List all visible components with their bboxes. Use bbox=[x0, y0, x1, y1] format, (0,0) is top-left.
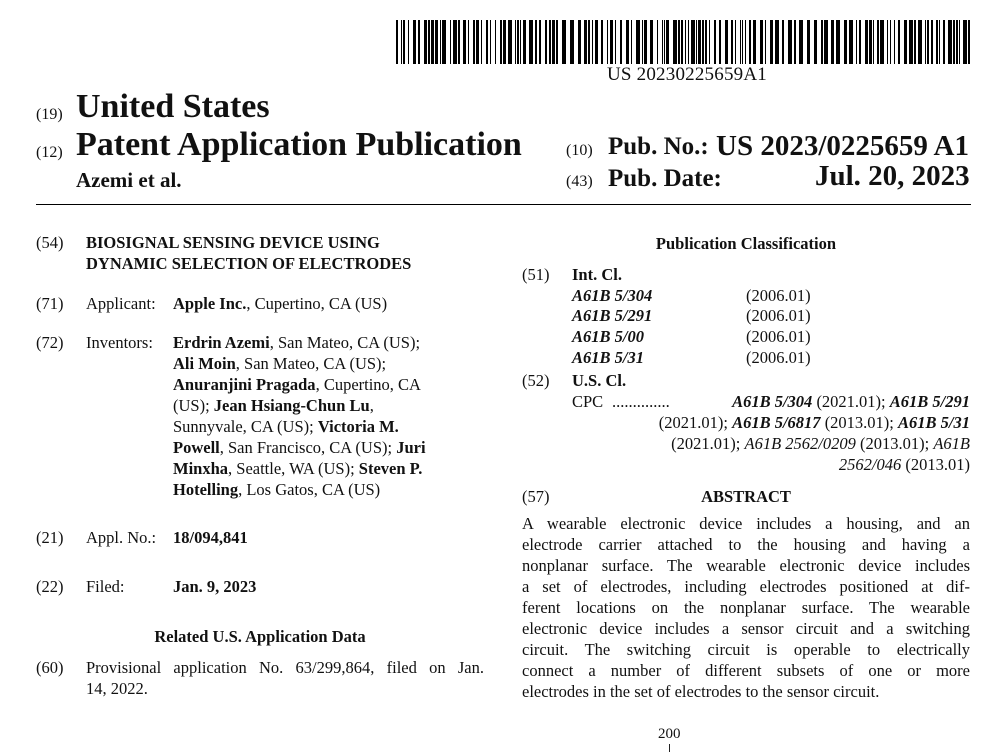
abstract-line: nonplanar surface. The wearable electronic device includes bbox=[522, 556, 970, 575]
uscl-label: U.S. Cl. bbox=[572, 371, 627, 390]
cpc-version: (2013.01); bbox=[820, 413, 899, 432]
cpc-class: A61B 5/291 bbox=[889, 392, 970, 411]
abstract-line: electrodes in the set of electrodes to the sensor circuit. bbox=[522, 682, 880, 701]
inventors-list bbox=[173, 332, 426, 500]
inventor-name: Victoria M. bbox=[317, 417, 399, 436]
abstract-line: a set of electrodes, including electrodes positioned at dif- bbox=[522, 577, 970, 596]
cpc-version: (2021.01); bbox=[812, 392, 890, 411]
publication-classification-title: Publication Classification bbox=[655, 234, 837, 253]
barcode-bar bbox=[968, 20, 970, 64]
cpc-class: A61B bbox=[933, 434, 970, 453]
inventor-name: Erdrin Azemi bbox=[173, 333, 270, 352]
code-10: (10) bbox=[566, 142, 593, 159]
abstract-line: connect a number of different subsets of one or more bbox=[522, 661, 970, 680]
abstract-line: A wearable electronic device includes a housing, and an bbox=[522, 514, 970, 533]
cpc-version: (2021.01); bbox=[658, 413, 733, 432]
appl-number: 18/094,841 bbox=[173, 528, 248, 547]
inventor-location: , Seattle, WA (US); bbox=[228, 459, 359, 478]
pub-date-label: Pub. Date: bbox=[608, 165, 722, 192]
code-12: (12) bbox=[36, 144, 63, 161]
intcl-class: A61B 5/00 bbox=[572, 327, 644, 346]
applicant-name: Apple Inc. bbox=[173, 294, 247, 313]
cpc-line-1 bbox=[560, 391, 970, 412]
inventor-name: Jean Hsiang-Chun Lu bbox=[213, 396, 370, 415]
inventor-location: , San Mateo, CA (US); bbox=[269, 333, 421, 352]
inventor-location: , bbox=[369, 396, 374, 415]
cpc-line-2 bbox=[560, 412, 970, 433]
cpc-dots: .............. bbox=[612, 392, 670, 411]
authors: Azemi et al. bbox=[76, 168, 182, 192]
appl-code: (21) bbox=[36, 528, 64, 547]
abstract-code: (57) bbox=[522, 487, 550, 506]
abstract-line: circuit. The switching circuit is operable to electrically bbox=[522, 640, 970, 659]
inventor-name: Steven P. bbox=[358, 459, 423, 478]
related-data-title: Related U.S. Application Data bbox=[154, 627, 366, 646]
pub-no: US 2023/0225659 A1 bbox=[716, 130, 969, 162]
inventors-label: Inventors: bbox=[86, 333, 153, 352]
inventor-name: Powell bbox=[173, 438, 220, 457]
provisional-line-2: 14, 2022. bbox=[86, 679, 148, 698]
abstract-line: ferent locations on the nonplanar surface. The wearable bbox=[522, 598, 970, 617]
inventors-code: (72) bbox=[36, 333, 64, 352]
figure-label: 200 bbox=[658, 726, 681, 742]
pub-no-label: Pub. No.: bbox=[608, 133, 709, 160]
cpc-line-4 bbox=[560, 454, 970, 475]
provisional-line-1: Provisional application No. 63/299,864, filed on Jan. bbox=[86, 658, 484, 677]
cpc-class: A61B 5/31 bbox=[898, 413, 970, 432]
barcode bbox=[396, 20, 970, 64]
intcl-class: A61B 5/31 bbox=[572, 348, 644, 367]
filed-label: Filed: bbox=[86, 577, 125, 596]
cpc-version: (2013.01); bbox=[855, 434, 934, 453]
barcode-number: US 20230225659A1 bbox=[607, 64, 767, 85]
inventor-location: Sunnyvale, CA (US); bbox=[173, 417, 318, 436]
filed-date: Jan. 9, 2023 bbox=[173, 577, 257, 596]
code-19: (19) bbox=[36, 106, 63, 123]
inventor-location: , San Mateo, CA (US); bbox=[235, 354, 387, 373]
inventor-location: , San Francisco, CA (US); bbox=[219, 438, 397, 457]
cpc-class: A61B 5/6817 bbox=[732, 413, 821, 432]
cpc-label: CPC bbox=[572, 392, 604, 411]
abstract-line: electrode carrier attached to the housing and having a bbox=[522, 535, 970, 554]
intcl-version: (2006.01) bbox=[746, 306, 811, 325]
intcl-code: (51) bbox=[522, 265, 550, 284]
applicant bbox=[173, 293, 387, 314]
cpc-class: A61B 5/304 bbox=[732, 392, 813, 411]
intcl-label: Int. Cl. bbox=[572, 265, 622, 284]
inventor-location: , Cupertino, CA bbox=[315, 375, 421, 394]
appl-label: Appl. No.: bbox=[86, 528, 157, 547]
inventor-location: (US); bbox=[173, 396, 214, 415]
title-code: (54) bbox=[36, 233, 64, 252]
cpc-version: (2021.01); bbox=[671, 434, 745, 453]
intcl-version: (2006.01) bbox=[746, 327, 811, 346]
inventor-name: Juri bbox=[396, 438, 426, 457]
filed-code: (22) bbox=[36, 577, 64, 596]
provisional-code: (60) bbox=[36, 658, 64, 677]
intcl-class: A61B 5/291 bbox=[572, 306, 653, 325]
applicant-label: Applicant: bbox=[86, 294, 156, 313]
title-line-2: DYNAMIC SELECTION OF ELECTRODES bbox=[86, 254, 412, 273]
header-rule bbox=[36, 204, 971, 205]
pub-date: Jul. 20, 2023 bbox=[815, 160, 970, 192]
inventor-name: Ali Moin bbox=[173, 354, 236, 373]
doc-type: Patent Application Publication bbox=[76, 126, 522, 163]
intcl-class: A61B 5/304 bbox=[572, 286, 653, 305]
title-line-1: BIOSIGNAL SENSING DEVICE USING bbox=[86, 233, 380, 252]
inventor-location: , Los Gatos, CA (US) bbox=[238, 480, 381, 499]
abstract-title: ABSTRACT bbox=[701, 487, 791, 506]
cpc-line-3 bbox=[560, 433, 970, 454]
country: United States bbox=[76, 88, 270, 125]
applicant-code: (71) bbox=[36, 294, 64, 313]
cpc-class: A61B 2562/0209 bbox=[744, 434, 856, 453]
cpc-class: 2562/046 bbox=[838, 455, 902, 474]
intcl-version: (2006.01) bbox=[746, 348, 811, 367]
intcl-version: (2006.01) bbox=[746, 286, 811, 305]
inventor-name: Hotelling bbox=[173, 480, 239, 499]
inventor-name: Minxha bbox=[173, 459, 229, 478]
figure-lead-line bbox=[669, 744, 670, 752]
inventor-name: Anuranjini Pragada bbox=[173, 375, 316, 394]
abstract-body bbox=[522, 513, 970, 702]
abstract-line: electronic device includes a sensor circuit and a switching bbox=[522, 619, 970, 638]
code-43: (43) bbox=[566, 173, 593, 190]
uscl-code: (52) bbox=[522, 371, 550, 390]
applicant-location: , Cupertino, CA (US) bbox=[246, 294, 388, 313]
cpc-version: (2013.01) bbox=[901, 455, 970, 474]
